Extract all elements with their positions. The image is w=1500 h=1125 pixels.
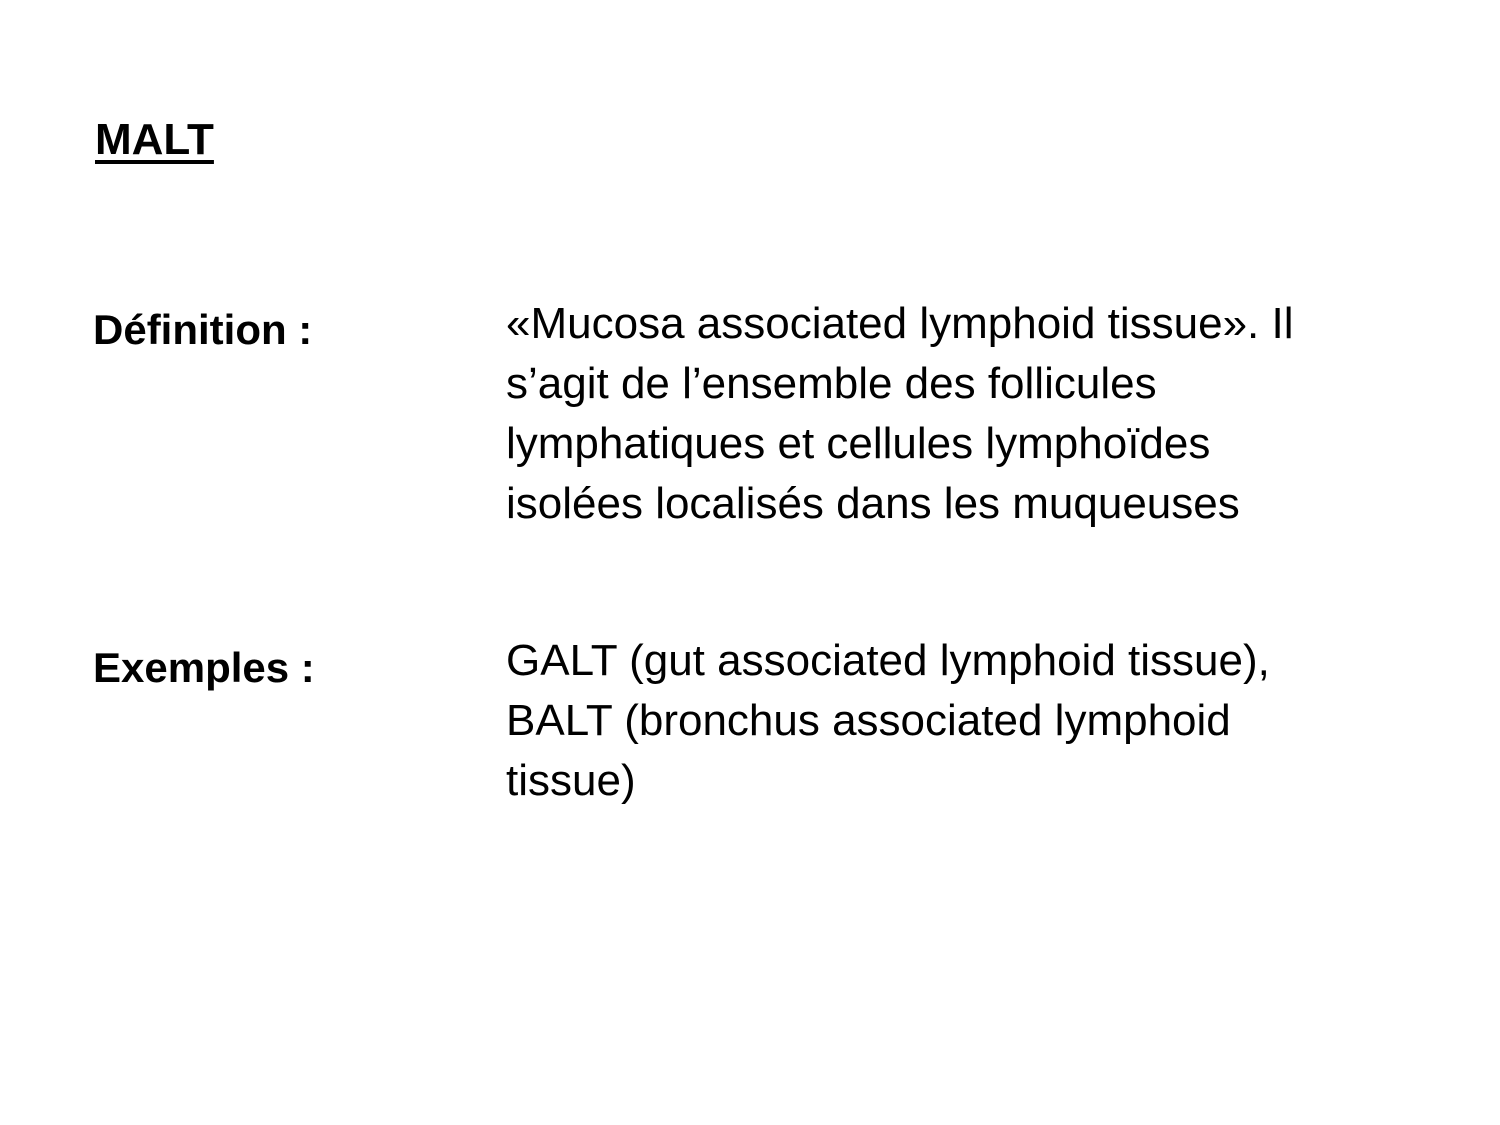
- definition-line: lymphatiques et cellules lymphoïdes: [506, 419, 1211, 468]
- definition-line: «Mucosa associated lymphoid tissue». Il: [506, 299, 1294, 348]
- definition-line: isolées localisés dans les muqueuses: [506, 479, 1240, 528]
- examples-line: GALT (gut associated lymphoid tissue),: [506, 636, 1270, 685]
- examples-line: BALT (bronchus associated lymphoid: [506, 696, 1231, 745]
- definition-label: Définition :: [93, 306, 313, 353]
- examples-line: tissue): [506, 756, 636, 805]
- definition-text: [506, 294, 1466, 534]
- definition-line: s’agit de l’ensemble des follicules: [506, 359, 1157, 408]
- examples-label: Exemples :: [93, 644, 315, 691]
- slide-title: MALT: [95, 115, 214, 164]
- examples-text: [506, 631, 1466, 811]
